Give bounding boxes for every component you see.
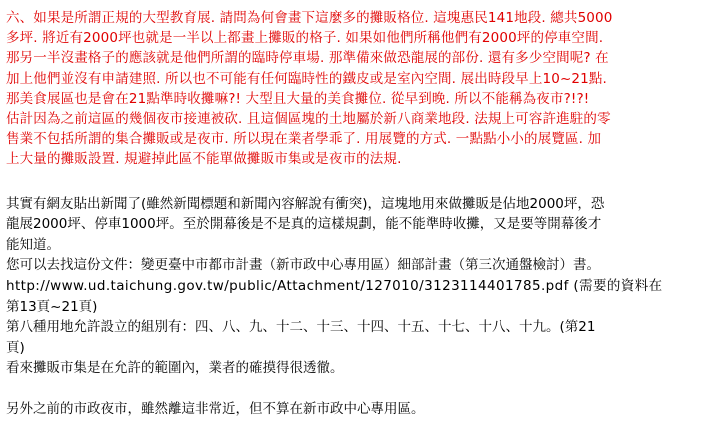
reply-paragraph xyxy=(6,194,714,420)
text-line: 其實有網友貼出新聞了(雖然新聞標題和新聞內容解說有衝突)，這塊地用來做攤販是佔地2000坪，恐 xyxy=(6,195,605,212)
text-line: 第13頁~21頁) xyxy=(6,298,98,315)
red-line: 估計因為之前這區的幾個夜市接連被砍. 且這個區塊的土地屬於新八商業地段. 法規上可容許進駐的零 xyxy=(6,111,611,128)
text-line: 龍展2000坪、停車1000坪。至於開幕後是不是真的這樣規劃，能不能準時收攤，又是要等開幕後才 xyxy=(6,216,602,233)
text-line: 看來攤販市集是在允許的範圍內，業者的確摸得很透徹。 xyxy=(6,360,344,377)
document-link-line[interactable]: http://www.ud.taichung.gov.tw/public/Attachment/127010/3123114401785.pdf (需要的資料在 xyxy=(6,278,663,294)
text-line: 另外之前的市政夜市，雖然離這非常近，但不算在新市政中心專用區。 xyxy=(6,400,425,417)
red-line: 上大量的攤販設置. 規避掉此區不能單做攤販市集或是夜市的法規. xyxy=(6,151,402,168)
red-line: 那美食展區也是會在21點準時收攤嘛?! 大型且大量的美食攤位. 從早到晚. 所以不能稱為夜市?!?! xyxy=(6,90,590,107)
text-line: 第八種用地允許設立的組別有：四、八、九、十二、十三、十四、十五、十七、十八、十九。(第21 xyxy=(6,319,596,336)
highlighted-paragraph xyxy=(6,8,714,170)
red-line: 六、如果是所謂正規的大型教育展. 請問為何會畫下這麼多的攤販格位. 這塊惠民141地段. 總共5000 xyxy=(6,10,613,26)
red-line: 那另一半沒畫格子的應該就是他們所謂的臨時停車場. 那準備來做恐龍展的部份. 還有多少空間呢? 在 xyxy=(6,50,609,67)
text-line: 頁) xyxy=(6,339,25,356)
red-line: 售業不包括所謂的集合攤販或是夜市. 所以現在業者學乖了. 用展覽的方式. 一點點小小的展覽區. 加 xyxy=(6,131,602,148)
red-line: 多坪. 將近有2000坪也就是一半以上都畫上攤販的格子. 如果如他們所稱他們有2000坪的停車空間. xyxy=(6,30,604,47)
paragraph-gap xyxy=(6,379,714,399)
text-line: 能知道。 xyxy=(6,236,60,253)
red-line: 加上他們並沒有申請建照. 所以也不可能有任何臨時性的鐵皮或是室內空間. 展出時段早上10~21點. xyxy=(6,70,607,87)
text-line: 您可以去找這份文件：變更臺中市都市計畫（新市政中心專用區）細部計畫（第三次通盤檢討）書。 xyxy=(6,257,600,274)
paragraph-gap xyxy=(6,170,714,190)
